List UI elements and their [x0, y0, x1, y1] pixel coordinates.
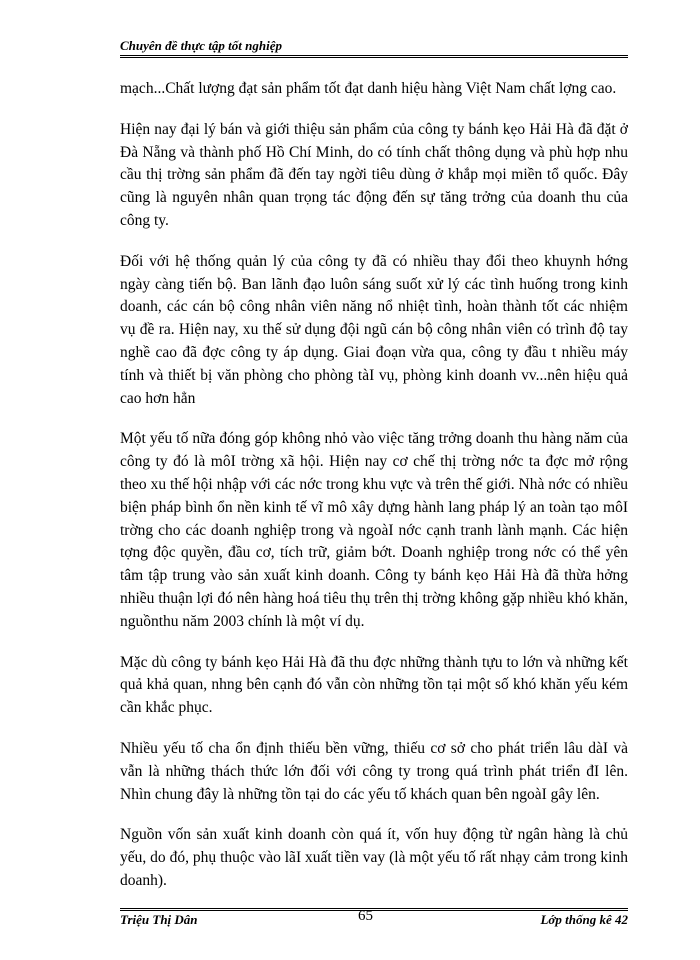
paragraph: Mặc dù công ty bánh kẹo Hải Hà đã thu đợc những thành tựu to lớn và những kết quả khả quan, nhng bên cạnh đó vẫn còn những tồn tại một số khó khăn yếu kém cần khắc phục. [120, 653, 628, 717]
page-header-title: Chuyên đề thực tập tốt nghiệp [120, 38, 282, 53]
paragraph: Đối với hệ thống quản lý của công ty đã có nhiều thay đổi theo khuynh hớng ngày càng tiến bộ. Ban lãnh đạo luôn sáng suốt xử lý các tình huống trong kinh doanh, các cán bộ công nhân viên năng nổ nhiệt tình, hoàn thành tốt các nhiệm vụ đề ra. Hiện nay, xu thế sử dụng đội ngũ cán bộ công nhân viên có trình độ tay nghề cao đã đợc công ty áp dụng. Giai đoạn vừa qua, công ty đầu t nhiều máy tính và thiết bị văn phòng cho phòng tàI vụ, phòng kinh doanh vv...nên hiệu quả cao hơn hẳn [120, 252, 628, 407]
footer-author: Triệu Thị Dân [120, 912, 198, 927]
paragraph: Nguồn vốn sản xuất kinh doanh còn quá ít, vốn huy động từ ngân hàng là chủ yếu, do đó, phụ thuộc vào lãI xuất tiền vay (là một yếu tố rất nhạy cảm trong kinh doanh). [120, 826, 628, 889]
paragraph: Nhiều yếu tố cha ổn định thiếu bền vững, thiếu cơ sở cho phát triển lâu dàI và vẫn là những thách thức lớn đối với công ty trong quá trình phát triển đI lên. Nhìn chung đây là những tồn tại do các yếu tố khách quan bên ngoàI gây lên. [120, 739, 628, 803]
footer-class-name: Lớp thống kê 42 [540, 912, 628, 927]
page-footer [120, 908, 628, 930]
paragraph: Một yếu tố nữa đóng góp không nhỏ vào việc tăng trởng doanh thu hàng năm của công ty đó là môI trờng xã hội. Hiện nay cơ chế thị trờng nớc ta đợc mở rộng theo xu thế hội nhập với các nớc trong khu vực và trên thế giới. Nhà nớc có nhiều biện pháp bình ổn nền kinh tế vĩ mô xây dựng hành lang pháp lý an toàn tạo môI trờng cho các doanh nghiệp trong và ngoàI nớc cạnh tranh lành mạnh. Các hiện tợng độc quyền, đầu cơ, tích trữ, giảm bớt. Doanh nghiệp trong nớc có thể yên tâm tập trung vào sản xuất kinh doanh. Công ty bánh kẹo Hải Hà đã thừa hởng nhiều thuận lợi đó nên hàng hoá tiêu thụ trên thị trờng không gặp nhiều khó khăn, nguồnthu năm 2003 chính là một ví dụ. [120, 430, 628, 630]
document-body [120, 78, 628, 911]
footer-divider [120, 908, 628, 911]
header-divider [120, 55, 628, 58]
page-number: 65 [358, 908, 373, 924]
paragraph: Hiện nay đại lý bán và giới thiệu sản phẩm của công ty bánh kẹo Hải Hà đã đặt ở Đà Nẵng và thành phố Hồ Chí Minh, do có tính chất thông dụng và phù hợp nhu cầu thị trờng sản phẩm đã đến tay ngời tiêu dùng ở khắp mọi miền tổ quốc. Đây cũng là nguyên nhân quan trọng tác động đến sự tăng trởng của doanh thu của công ty. [120, 120, 628, 229]
paragraph: mạch...Chất lượng đạt sản phẩm tốt đạt danh hiệu hàng Việt Nam chất lợng cao. [120, 80, 617, 97]
